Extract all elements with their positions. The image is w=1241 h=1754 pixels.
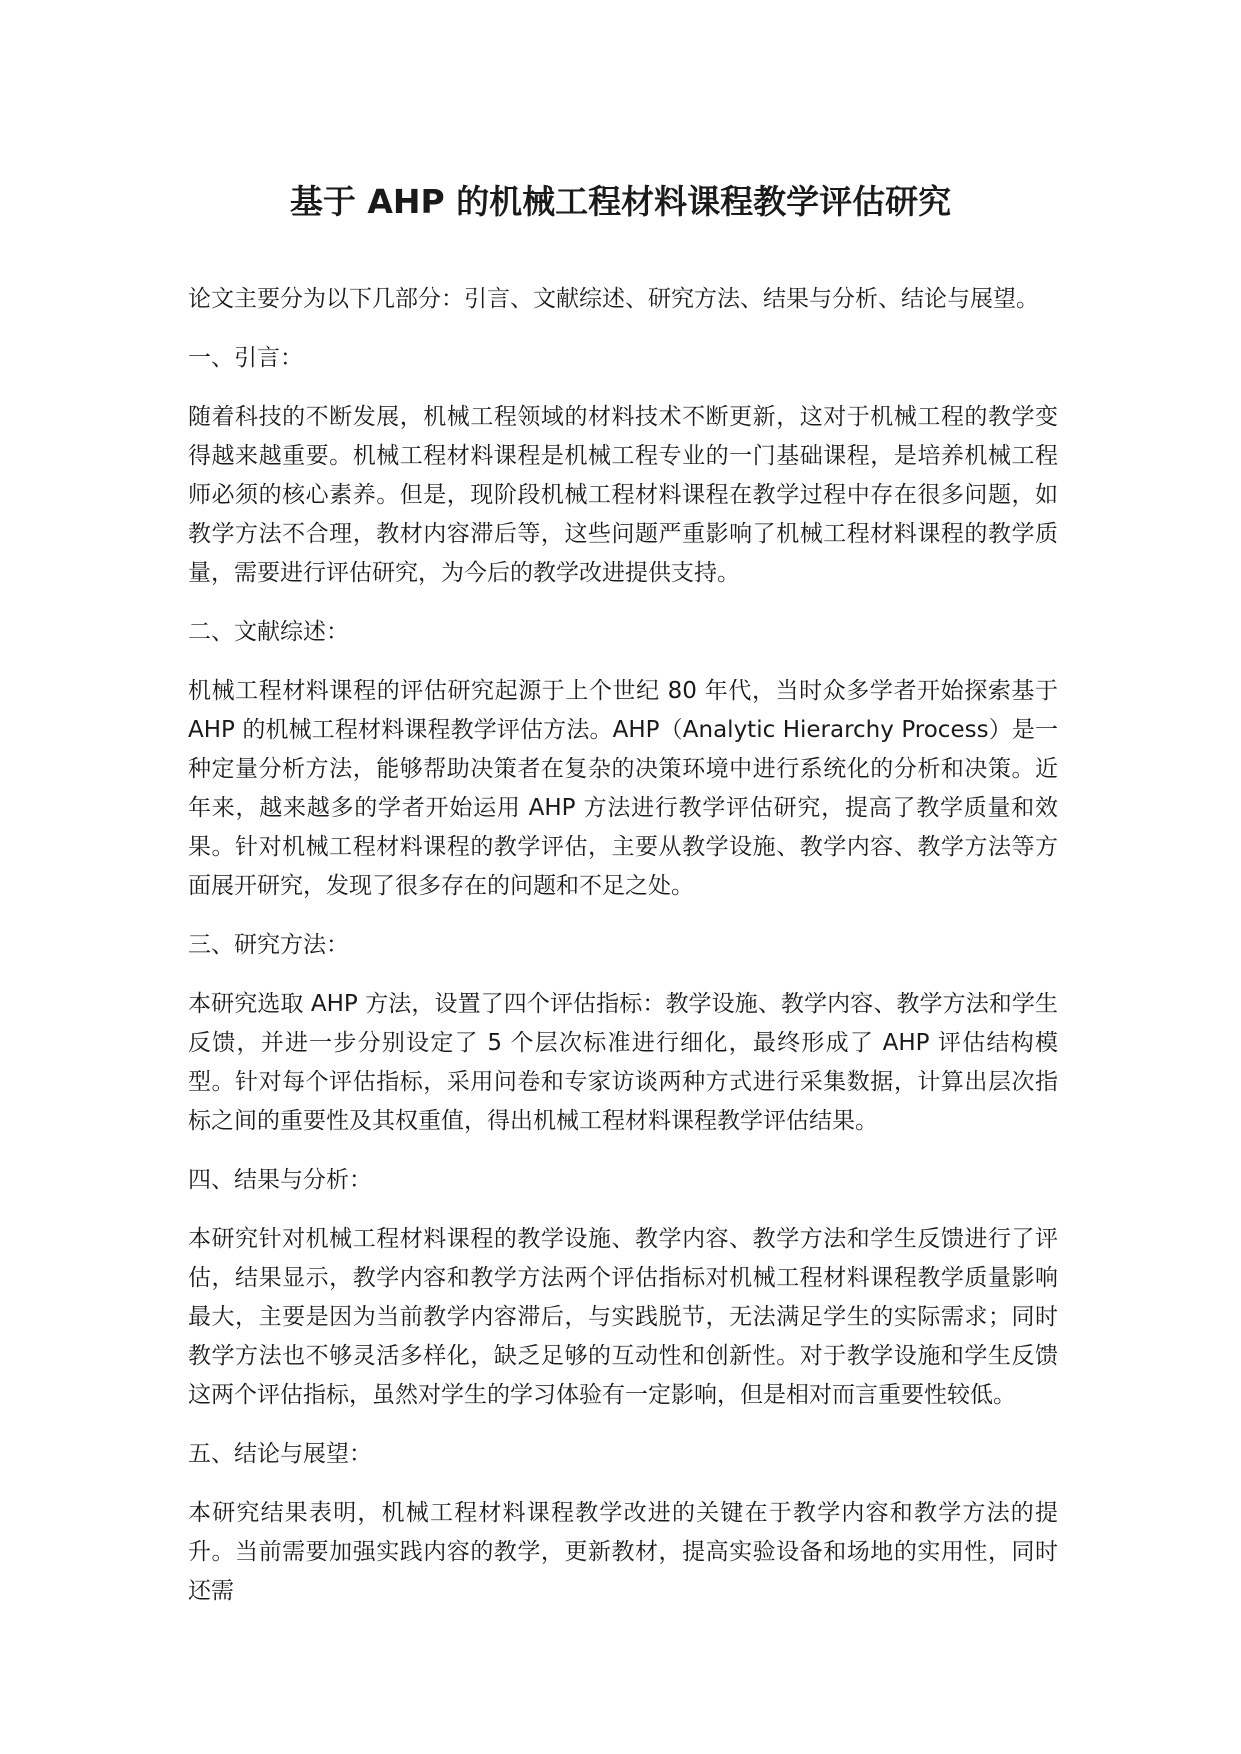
document-body xyxy=(188,280,1058,1631)
section-body-methods: 本研究选取 AHP 方法，设置了四个评估指标：教学设施、教学内容、教学方法和学生反馈，并进一步分别设定了 5 个层次标准进行细化，最终形成了 AHP 评估结构模型。针对每个评估指标，采用问卷和专家访谈两种方式进行采集数据，计算出层次指标之间的重要性及其权重值，得出机械工程材料课程教学评估结果。 xyxy=(188,991,1058,1134)
document-title: 基于 AHP 的机械工程材料课程教学评估研究 xyxy=(289,182,952,221)
section-heading-literature-review: 二、文献综述： xyxy=(188,619,349,645)
section-heading-results: 四、结果与分析： xyxy=(188,1167,372,1193)
section-heading-introduction: 一、引言： xyxy=(188,345,303,371)
section-body-results: 本研究针对机械工程材料课程的教学设施、教学内容、教学方法和学生反馈进行了评估，结果显示，教学内容和教学方法两个评估指标对机械工程材料课程教学质量影响最大，主要是因为当前教学内容滞后，与实践脱节，无法满足学生的实际需求；同时教学方法也不够灵活多样化，缺乏足够的互动性和创新性。对于教学设施和学生反馈这两个评估指标，虽然对学生的学习体验有一定影响，但是相对而言重要性较低。 xyxy=(188,1226,1058,1408)
intro-paragraph: 论文主要分为以下几部分：引言、文献综述、研究方法、结果与分析、结论与展望。 xyxy=(188,286,1039,312)
section-heading-methods: 三、研究方法： xyxy=(188,932,349,958)
section-body-introduction: 随着科技的不断发展，机械工程领域的材料技术不断更新，这对于机械工程的教学变得越来越重要。机械工程材料课程是机械工程专业的一门基础课程，是培养机械工程师必须的核心素养。但是，现阶段机械工程材料课程在教学过程中存在很多问题，如教学方法不合理，教材内容滞后等，这些问题严重影响了机械工程材料课程的教学质量，需要进行评估研究，为今后的教学改进提供支持。 xyxy=(188,404,1058,586)
section-body-conclusion: 本研究结果表明，机械工程材料课程教学改进的关键在于教学内容和教学方法的提升。当前需要加强实践内容的教学，更新教材，提高实验设备和场地的实用性，同时还需 xyxy=(188,1500,1058,1604)
section-heading-conclusion: 五、结论与展望： xyxy=(188,1441,372,1467)
section-body-literature-review: 机械工程材料课程的评估研究起源于上个世纪 80 年代，当时众多学者开始探索基于 AHP 的机械工程材料课程教学评估方法。AHP（Analytic Hierarchy Process）是一种定量分析方法，能够帮助决策者在复杂的决策环境中进行系统化的分析和决策。近年来，越来越多的学者开始运用 AHP 方法进行教学评估研究，提高了教学质量和效果。针对机械工程材料课程的教学评估，主要从教学设施、教学内容、教学方法等方面展开研究，发现了很多存在的问题和不足之处。 xyxy=(188,678,1058,899)
